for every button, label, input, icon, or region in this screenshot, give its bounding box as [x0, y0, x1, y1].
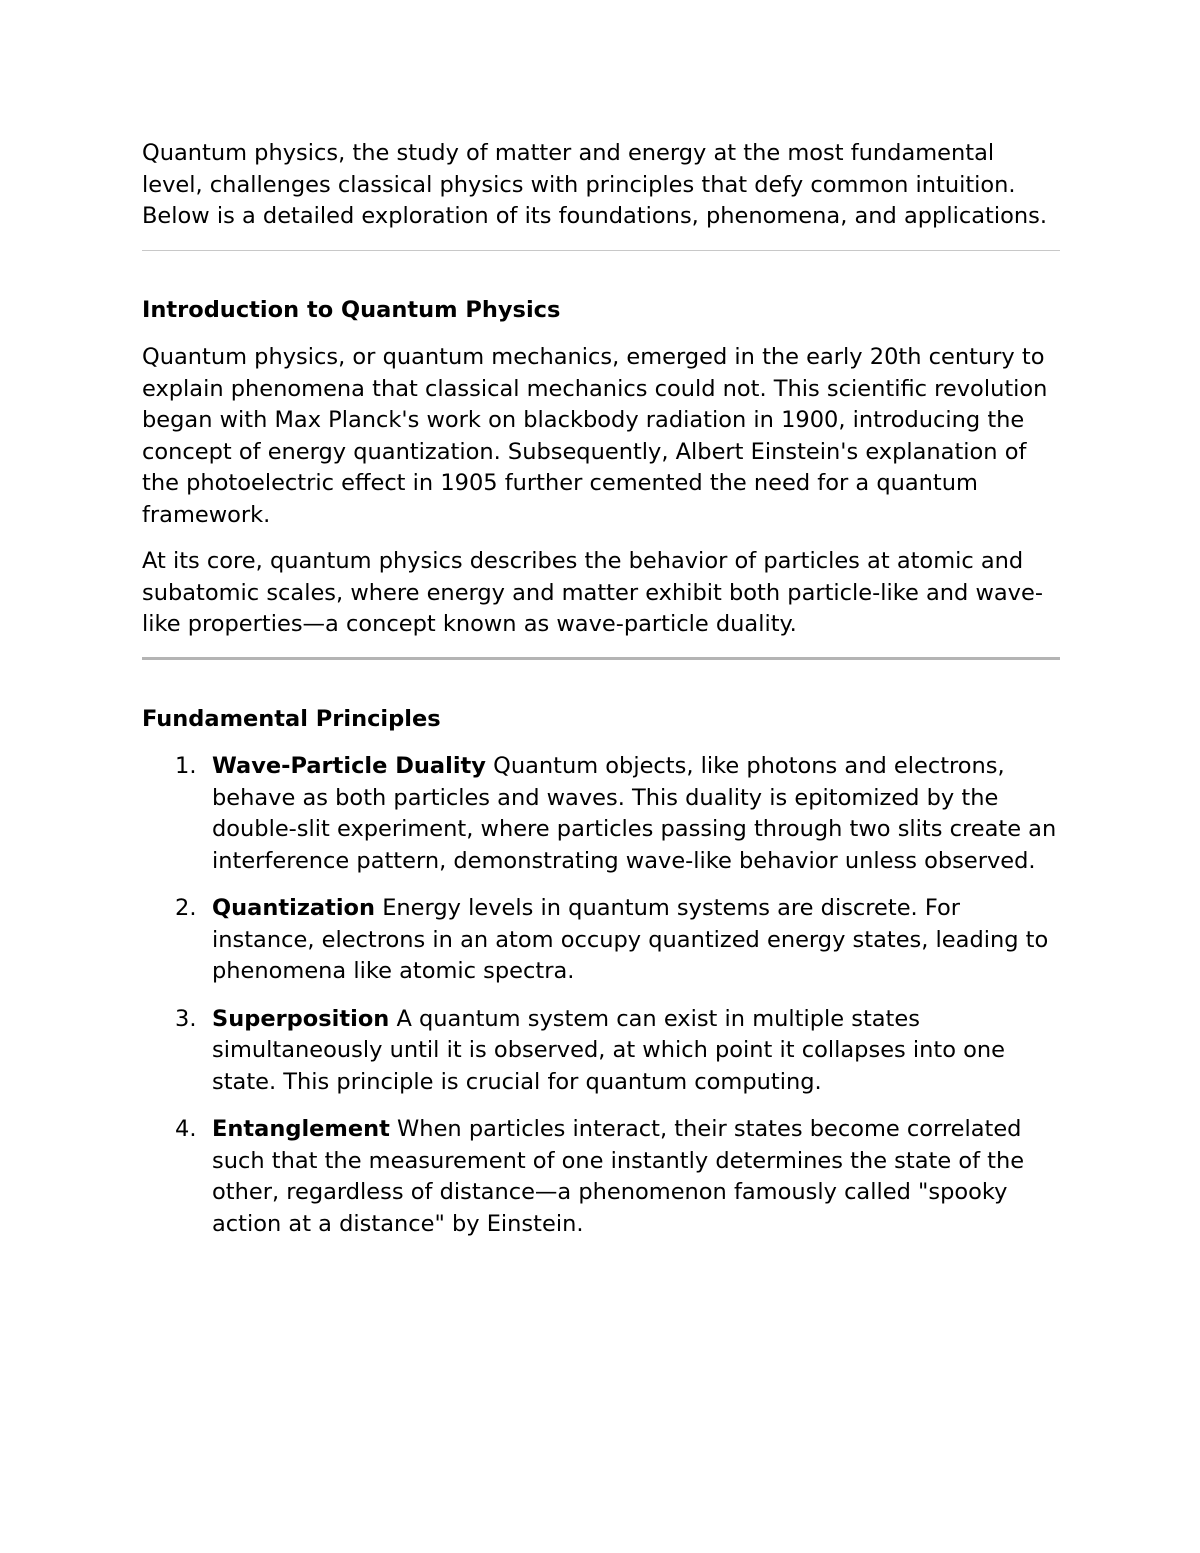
list-item-quantization — [142, 893, 1060, 988]
introduction-paragraph-1: Quantum physics, or quantum mechanics, emerged in the early 20th century to explain phenomena that classical mechanics could not. This scientific revolution began with Max Planck's work on blackbody radiation in 1900, introducing the concept of energy quantization. Subsequently, Albert Einstein's explanation of the photoelectric effect in 1905 further cemented the need for a quantum framework. — [142, 344, 1048, 528]
introduction-paragraph-2: At its core, quantum physics describes the behavior of particles at atomic and subatomic scales, where energy and matter exhibit both particle-like and wave-like properties—a concept known as wave-particle duality. — [142, 548, 1043, 637]
list-item-superposition — [142, 1004, 1060, 1099]
intro-paragraph: Quantum physics, the study of matter and energy at the most fundamental level, challenges classical physics with principles that defy common intuition. Below is a detailed exploration of its foundations, phenomena, and applications. — [142, 140, 1047, 229]
list-item-text: A quantum system can exist in multiple states simultaneously until it is observed, at which point it collapses into one state. This principle is crucial for quantum computing. — [212, 1005, 1006, 1095]
list-number: 2. — [175, 895, 197, 921]
document-page — [142, 138, 1060, 1256]
list-item-term: Wave-Particle Duality — [212, 753, 486, 779]
list-item-entanglement — [142, 1114, 1060, 1240]
section-heading-fundamental-principles: Fundamental Principles — [142, 705, 441, 732]
list-item-term: Superposition — [212, 1005, 390, 1032]
list-item-text: When particles interact, their states become correlated such that the measurement of one instantly determines the state of the other, regardless of distance—a phenomenon famously called "spooky action at a distance" by Einstein. — [212, 1116, 1025, 1237]
list-number: 3. — [175, 1005, 197, 1032]
list-item-text: Energy levels in quantum systems are discrete. For instance, electrons in an atom occupy quantized energy states, leading to phenomena like atomic spectra. — [212, 895, 1049, 984]
list-item-text: Quantum objects, like photons and electrons, behave as both particles and waves. This duality is epitomized by the double-slit experiment, where particles passing through two slits create an interference pattern, demonstrating wave-like behavior unless observed. — [212, 753, 1057, 874]
list-number: 1. — [175, 753, 197, 779]
section-divider — [142, 657, 1060, 660]
list-item-wave-particle-duality — [142, 751, 1060, 877]
list-item-term: Quantization — [212, 895, 376, 921]
section-heading-introduction: Introduction to Quantum Physics — [142, 296, 561, 323]
principles-list — [142, 751, 1060, 1240]
section-divider — [142, 250, 1060, 251]
list-number: 4. — [175, 1116, 197, 1142]
list-item-term: Entanglement — [212, 1116, 390, 1142]
